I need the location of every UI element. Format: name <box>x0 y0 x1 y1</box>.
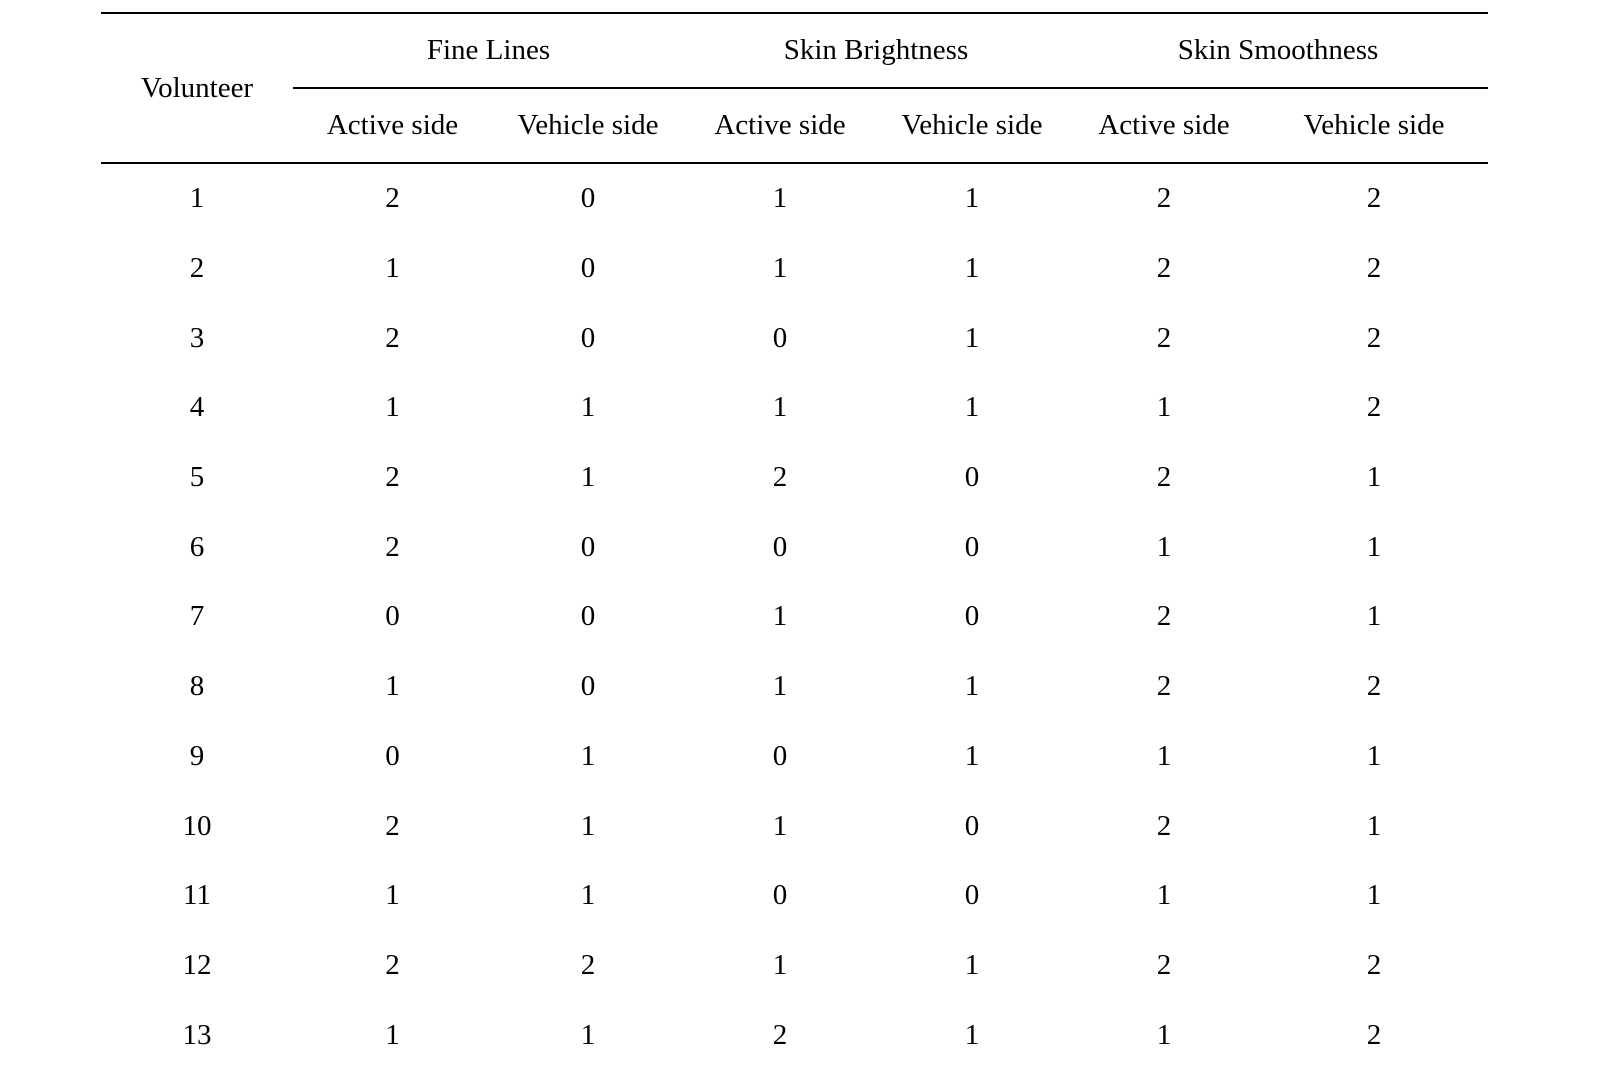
skin-smoothness-vehicle-cell: 1 <box>1366 739 1382 772</box>
skin-brightness-vehicle-cell: 0 <box>964 600 980 633</box>
table-row <box>101 1000 1488 1070</box>
skin-brightness-vehicle-cell: 0 <box>964 461 980 494</box>
fine-lines-active-cell: 2 <box>385 182 400 215</box>
skin-smoothness-vehicle-cell: 2 <box>1366 391 1382 424</box>
fine-lines-active-cell: 2 <box>385 461 400 494</box>
fine-lines-vehicle-cell: 0 <box>580 670 596 703</box>
skin-brightness-vehicle-cell: 1 <box>964 391 980 424</box>
skin-smoothness-active-cell: 1 <box>1156 1018 1172 1051</box>
fine-lines-active-cell: 1 <box>385 1018 400 1051</box>
volunteer-cell: 3 <box>189 321 205 354</box>
table-row <box>101 652 1488 722</box>
skin-brightness-active-cell: 1 <box>772 252 788 285</box>
skin-brightness-active-cell: 1 <box>772 670 788 703</box>
group-header-skin-smoothness: Skin Smoothness <box>1068 13 1488 88</box>
fine-lines-active-cell: 0 <box>385 600 400 633</box>
skin-smoothness-active-cell: 2 <box>1156 252 1172 285</box>
volunteer-cell: 9 <box>189 739 205 772</box>
skin-smoothness-active-cell: 1 <box>1156 391 1172 424</box>
fine-lines-active-cell: 1 <box>385 879 400 912</box>
skin-brightness-active-cell: 2 <box>772 1018 788 1051</box>
table-row <box>101 303 1488 373</box>
skin-brightness-vehicle-cell: 0 <box>964 530 980 563</box>
skin-smoothness-active-cell: 2 <box>1156 600 1172 633</box>
table-row <box>101 931 1488 1001</box>
skin-brightness-vehicle-cell: 1 <box>964 182 980 215</box>
skin-brightness-active-cell: 0 <box>772 530 788 563</box>
fine-lines-vehicle-cell: 0 <box>580 530 596 563</box>
skin-brightness-active-cell: 1 <box>772 182 788 215</box>
skin-smoothness-vehicle-cell: 2 <box>1366 252 1382 285</box>
skin-brightness-vehicle-cell: 1 <box>964 739 980 772</box>
skin-brightness-vehicle-cell: 1 <box>964 1018 980 1051</box>
skin-smoothness-vehicle-cell: 1 <box>1366 461 1382 494</box>
volunteer-cell: 7 <box>189 600 205 633</box>
fine-lines-vehicle-cell: 0 <box>580 321 596 354</box>
skin-smoothness-active-cell: 2 <box>1156 948 1172 981</box>
group-header-skin-brightness: Skin Brightness <box>684 13 1068 88</box>
skin-smoothness-vehicle-cell: 1 <box>1366 809 1382 842</box>
fine-lines-vehicle-cell: 1 <box>580 391 596 424</box>
volunteer-cell: 4 <box>189 391 205 424</box>
skin-brightness-active-cell: 2 <box>772 461 788 494</box>
skin-smoothness-active-cell: 1 <box>1156 879 1172 912</box>
skin-smoothness-active-cell: 2 <box>1156 809 1172 842</box>
skin-smoothness-vehicle-cell: 2 <box>1366 321 1382 354</box>
table-row <box>101 512 1488 582</box>
fine-lines-vehicle-cell: 1 <box>580 809 596 842</box>
skin-smoothness-vehicle-cell: 2 <box>1366 1018 1382 1051</box>
table-row <box>101 443 1488 513</box>
table-header <box>101 13 1488 163</box>
subheader-skin-smoothness-active: Active side <box>1068 88 1260 163</box>
skin-smoothness-vehicle-cell: 1 <box>1366 530 1382 563</box>
volunteer-cell: 6 <box>189 530 205 563</box>
skin-brightness-vehicle-cell: 1 <box>964 670 980 703</box>
table-row <box>101 582 1488 652</box>
subheader-skin-brightness-vehicle: Vehicle side <box>876 88 1068 163</box>
volunteer-cell: 13 <box>182 1018 212 1051</box>
fine-lines-active-cell: 2 <box>385 948 400 981</box>
skin-smoothness-active-cell: 2 <box>1156 670 1172 703</box>
volunteer-header: Volunteer <box>101 13 293 163</box>
skin-brightness-vehicle-cell: 0 <box>964 809 980 842</box>
volunteer-cell: 5 <box>189 461 205 494</box>
skin-brightness-active-cell: 1 <box>772 391 788 424</box>
table-row <box>101 722 1488 792</box>
skin-brightness-active-cell: 0 <box>772 321 788 354</box>
skin-smoothness-vehicle-cell: 2 <box>1366 670 1382 703</box>
header-group-row <box>101 13 1488 88</box>
subheader-fine-lines-active: Active side <box>293 88 492 163</box>
fine-lines-active-cell: 1 <box>385 252 400 285</box>
fine-lines-active-cell: 2 <box>385 530 400 563</box>
skin-brightness-vehicle-cell: 1 <box>964 321 980 354</box>
skin-brightness-active-cell: 1 <box>772 948 788 981</box>
fine-lines-vehicle-cell: 0 <box>580 182 596 215</box>
skin-brightness-active-cell: 1 <box>772 809 788 842</box>
skin-brightness-vehicle-cell: 1 <box>964 252 980 285</box>
skin-smoothness-active-cell: 2 <box>1156 461 1172 494</box>
volunteer-cell: 12 <box>182 948 212 981</box>
fine-lines-active-cell: 0 <box>385 739 400 772</box>
table-row <box>101 234 1488 304</box>
subheader-skin-smoothness-vehicle: Vehicle side <box>1260 88 1488 163</box>
fine-lines-vehicle-cell: 0 <box>580 252 596 285</box>
skin-smoothness-active-cell: 2 <box>1156 321 1172 354</box>
volunteer-cell: 8 <box>189 670 205 703</box>
subheader-fine-lines-vehicle: Vehicle side <box>492 88 684 163</box>
table-container <box>101 12 1488 1070</box>
volunteer-cell: 1 <box>189 182 205 215</box>
group-header-fine-lines: Fine Lines <box>293 13 684 88</box>
volunteer-cell: 10 <box>182 809 212 842</box>
fine-lines-active-cell: 2 <box>385 809 400 842</box>
fine-lines-vehicle-cell: 1 <box>580 739 596 772</box>
skin-brightness-vehicle-cell: 0 <box>964 879 980 912</box>
skin-smoothness-active-cell: 1 <box>1156 530 1172 563</box>
volunteer-cell: 11 <box>183 879 211 912</box>
skin-brightness-active-cell: 0 <box>772 739 788 772</box>
fine-lines-vehicle-cell: 1 <box>580 1018 596 1051</box>
table-row <box>101 791 1488 861</box>
fine-lines-vehicle-cell: 2 <box>580 948 596 981</box>
fine-lines-active-cell: 1 <box>385 670 400 703</box>
fine-lines-vehicle-cell: 1 <box>580 879 596 912</box>
skin-smoothness-vehicle-cell: 1 <box>1366 879 1382 912</box>
skin-smoothness-vehicle-cell: 1 <box>1366 600 1382 633</box>
skin-smoothness-active-cell: 2 <box>1156 182 1172 215</box>
skin-smoothness-vehicle-cell: 2 <box>1366 948 1382 981</box>
volunteer-cell: 2 <box>189 252 205 285</box>
subheader-skin-brightness-active: Active side <box>684 88 876 163</box>
fine-lines-vehicle-cell: 1 <box>580 461 596 494</box>
skin-smoothness-vehicle-cell: 2 <box>1366 182 1382 215</box>
header-sub-row <box>101 88 1488 163</box>
table-body <box>101 163 1488 1070</box>
fine-lines-active-cell: 2 <box>385 321 400 354</box>
table-row <box>101 373 1488 443</box>
fine-lines-active-cell: 1 <box>385 391 400 424</box>
skin-smoothness-active-cell: 1 <box>1156 739 1172 772</box>
skin-brightness-active-cell: 1 <box>772 600 788 633</box>
skin-brightness-vehicle-cell: 1 <box>964 948 980 981</box>
skin-brightness-active-cell: 0 <box>772 879 788 912</box>
table-row <box>101 861 1488 931</box>
fine-lines-vehicle-cell: 0 <box>580 600 596 633</box>
table-row <box>101 163 1488 234</box>
results-table <box>101 12 1488 1070</box>
